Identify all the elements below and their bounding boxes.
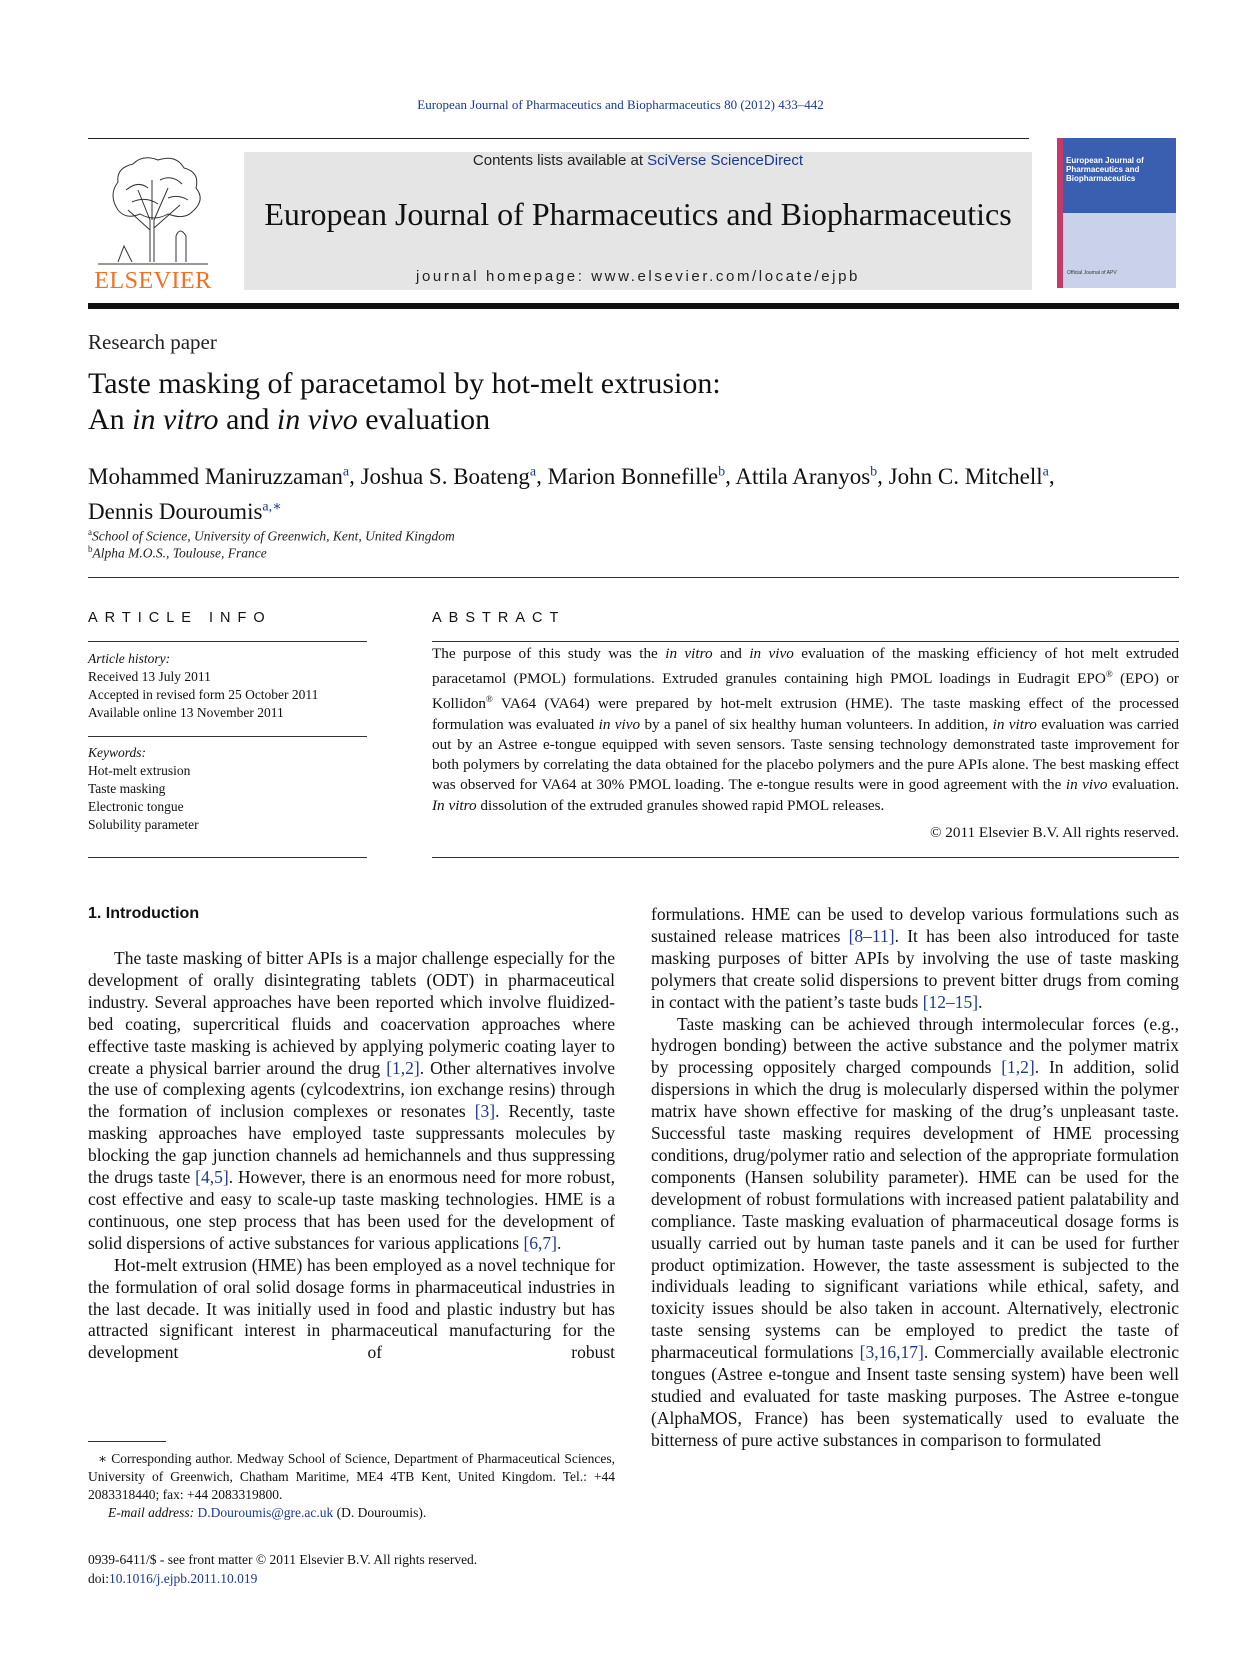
masthead-thick-rule xyxy=(88,303,1179,309)
abstract-rule xyxy=(432,641,1179,642)
body-run: The taste masking of bitter APIs is a major challenge especially for the development of orally disintegrating tablets (ODT) in pharmaceutical industry. Several approaches have been reported which involve fluidized-bed coating, supercritical fluids and coacervation approaches where effective taste masking is achieved by applying polymeric coating layer to create a physical barrier around the drug xyxy=(88,948,615,1078)
author-affiliation-mark[interactable]: a xyxy=(529,464,537,479)
keyword: Electronic tongue xyxy=(88,799,184,814)
author-name: Dennis Douroumis xyxy=(88,499,263,525)
front-matter xyxy=(88,1550,477,1588)
reference-link[interactable]: [3,16,17] xyxy=(859,1342,924,1363)
online-date: Available online 13 November 2011 xyxy=(88,705,284,720)
author-name: John C. Mitchell xyxy=(888,463,1043,489)
journal-homepage[interactable]: journal homepage: www.elsevier.com/locate/ejpb xyxy=(416,268,860,285)
email-line xyxy=(88,1504,615,1522)
affiliation-a xyxy=(88,527,455,545)
author-name: Attila Aranyos xyxy=(735,463,871,489)
body-run: . Recently, taste masking approaches have employed taste suppressants molecules by blocking the gap junction channels ad hemichannels and thus suppressing the drugs taste xyxy=(88,1101,616,1188)
title-italic: in vivo xyxy=(276,403,358,436)
abstract-run: and xyxy=(712,645,750,662)
affiliation-text: Alpha M.O.S., Toulouse, France xyxy=(92,545,267,561)
history-label: Article history: xyxy=(88,651,171,666)
abstract-text xyxy=(432,644,1179,816)
author[interactable] xyxy=(889,464,1049,489)
corresponding-author-text: ∗ Corresponding author. Medway School of Science, Department of Pharmaceutical Sciences, University of Greenwich, Chatham Maritime, ME4 4TB Kent, United Kingdom. Tel.: +44 2083318440; fax: +44 2083319800. xyxy=(88,1451,615,1502)
cover-footer: Official Journal of APV xyxy=(1067,270,1117,276)
corresponding-author-footnote xyxy=(88,1450,615,1522)
email-link[interactable]: D.Douroumis@gre.ac.uk xyxy=(197,1505,334,1520)
abstract-italic: In vitro xyxy=(432,796,477,814)
keywords-rule xyxy=(88,736,367,737)
journal-name: European Journal of Pharmaceutics and Biopharmaceutics xyxy=(264,196,1012,232)
title-text: evaluation xyxy=(357,403,491,436)
abstract-bottom-rule xyxy=(432,857,1179,858)
reference-link[interactable]: [6,7] xyxy=(523,1232,557,1253)
affiliation-mark: b xyxy=(88,544,93,554)
reference-link[interactable]: [3] xyxy=(474,1101,496,1122)
revised-date: Accepted in revised form 25 October 2011 xyxy=(88,687,319,702)
body-run: . Other alternatives involve the use of complexing agents (cylcodextrins, ion exchange resins) through the formation of inclusion complexes or resonates xyxy=(88,1057,616,1122)
elsevier-wordmark: ELSEVIER xyxy=(94,268,212,294)
email-label: E-mail address: xyxy=(108,1505,198,1520)
abstract-heading: ABSTRACT xyxy=(432,610,566,626)
section-heading-introduction: 1. Introduction xyxy=(88,905,200,922)
abstract-run: evaluation of the masking efficiency of hot melt extruded paracetamol (PMOL) formulations. Extruded granules containing high PMOL loadings in Eudragit EPO xyxy=(432,645,1180,688)
body-run: . Commercially available electronic tongues (Astree e-tongue and Insent taste sensing system) have been well studied and evaluated for taste masking purposes. The Astree e-tongue (AlphaMOS, France) has been systematically used to evaluate the bitterness of pure active substances in comparison to formulated xyxy=(651,1342,1179,1450)
body-run: . However, there is an enormous need for more robust, cost effective and easy to scale-up taste masking technologies. HME is a continuous, one step process that has been used for the development of solid dispersions of active substances for various applications xyxy=(88,1167,615,1253)
author[interactable] xyxy=(88,464,349,489)
contents-availability xyxy=(244,152,1032,169)
abstract-italic: in vitro xyxy=(665,645,713,662)
keyword: Taste masking xyxy=(88,781,166,796)
abstract-run: (EPO) or Kollidon xyxy=(432,670,1179,713)
contents-prefix: Contents lists available at xyxy=(472,152,648,169)
keyword: Solubility parameter xyxy=(88,817,199,832)
affiliation-mark: a xyxy=(88,527,92,537)
abstract-run: The purpose of this study was the xyxy=(432,645,666,662)
paragraph xyxy=(88,948,615,1255)
abstract-italic: in vitro xyxy=(992,715,1037,733)
title-line-1: Taste masking of paracetamol by hot-melt extrusion: xyxy=(88,367,721,400)
reference-link[interactable]: [8–11] xyxy=(848,925,895,946)
cover-lower-panel xyxy=(1063,213,1176,288)
keywords-block xyxy=(88,744,368,834)
author[interactable] xyxy=(735,464,877,489)
article-title xyxy=(88,366,1088,438)
doi-line xyxy=(88,1569,477,1588)
article-info-bottom-rule xyxy=(88,857,367,858)
author-affiliation-mark[interactable]: a xyxy=(342,464,350,479)
abstract-run: VA64 (VA64) were prepared by hot-melt extrusion (HME). The taste masking effect of the processed formulation was evaluated xyxy=(432,695,1179,733)
affiliation-b xyxy=(88,544,267,562)
author-separator: , xyxy=(536,463,548,489)
abstract-italic: in vivo xyxy=(598,715,641,733)
author-affiliation-mark[interactable]: b xyxy=(718,464,726,479)
abstract-run: dissolution of the extruded granules showed rapid PMOL releases. xyxy=(476,796,885,814)
abstract-run: by a panel of six healthy human volunteers. In addition, xyxy=(640,715,993,733)
title-text: An xyxy=(88,403,133,436)
author-name: Joshua S. Boateng xyxy=(360,463,530,489)
body-run: Taste masking can be achieved through intermolecular forces (e.g., hydrogen bonding) between the active substance and the polymer matrix by processing oppositely charged compounds xyxy=(651,1013,1179,1078)
sciencedirect-link[interactable]: SciVerse ScienceDirect xyxy=(647,152,804,169)
body-run: formulations. HME can be used to develop various formulations such as sustained release matrices xyxy=(651,904,1179,946)
journal-citation-link[interactable]: European Journal of Pharmaceutics and Biopharmaceutics 80 (2012) 433–442 xyxy=(417,97,824,112)
keyword: Hot-melt extrusion xyxy=(88,763,191,778)
paragraph xyxy=(651,904,1179,1014)
reference-link[interactable]: [1,2] xyxy=(386,1057,420,1078)
article-info-rule xyxy=(88,641,367,642)
affiliation-text: School of Science, University of Greenwich, Kent, United Kingdom xyxy=(92,528,455,544)
author[interactable] xyxy=(548,464,726,489)
reference-link[interactable]: [12–15] xyxy=(922,991,979,1012)
abstract-run: evaluation. xyxy=(1107,776,1180,794)
author-separator: , xyxy=(877,463,889,489)
author-list xyxy=(88,456,1188,527)
abstract-italic: in vivo xyxy=(749,645,794,662)
abstract-copyright: © 2011 Elsevier B.V. All rights reserved. xyxy=(929,824,1179,841)
author-separator: , xyxy=(1048,463,1055,489)
doi-label: doi: xyxy=(88,1571,110,1586)
received-date: Received 13 July 2011 xyxy=(88,669,211,684)
author-affiliation-mark[interactable]: a xyxy=(1042,464,1049,479)
footnote-rule xyxy=(88,1441,166,1442)
article-info-heading: ARTICLE INFO xyxy=(88,610,272,626)
body-run: . It has been also introduced for taste masking purposes of bitter APIs by involving the use of taste masking polymers that create solid dispersions to prevent bitter drugs from coming in contact with the patient’s taste buds xyxy=(651,925,1179,1012)
email-suffix: (D. Douroumis). xyxy=(333,1505,427,1520)
affiliation-rule xyxy=(88,577,1179,578)
body-run: . xyxy=(557,1232,562,1253)
author[interactable] xyxy=(88,499,282,524)
body-right-column xyxy=(651,904,1179,1452)
author-name: Marion Bonnefille xyxy=(547,463,719,489)
reference-link[interactable]: [4,5] xyxy=(195,1167,229,1188)
author-name: Mohammed Maniruzzaman xyxy=(88,463,343,489)
author-affiliation-mark[interactable]: a,∗ xyxy=(262,499,282,515)
keywords-label: Keywords: xyxy=(88,745,146,760)
header-rule xyxy=(88,138,1029,139)
article-history xyxy=(88,650,368,722)
title-line-2 xyxy=(88,402,1088,438)
issn-line: 0939-6411/$ - see front matter © 2011 Elsevier B.V. All rights reserved. xyxy=(88,1552,478,1567)
title-text: and xyxy=(218,403,277,436)
reference-link[interactable]: [1,2] xyxy=(1001,1057,1035,1078)
body-left-column xyxy=(88,948,615,1364)
abstract-run: evaluation was carried out by an Astree e-tongue equipped with seven sensors. Taste sensing technology demonstrated taste improvement for both polymers by correlating the data obtained for the placebo polymers and the pure APIs alone. The best masking effect was observed for VA64 at 30% PMOL loading. The e-tongue results were in good agreement with the xyxy=(432,715,1180,794)
registered-mark: ® xyxy=(1105,669,1113,680)
author-affiliation-mark[interactable]: b xyxy=(870,464,878,479)
title-italic: in vitro xyxy=(132,403,219,436)
cover-title: European Journal of Pharmaceutics and Biopharmaceutics xyxy=(1066,156,1144,183)
doi-link[interactable]: 10.1016/j.ejpb.2011.10.019 xyxy=(109,1571,258,1586)
author[interactable] xyxy=(361,464,537,489)
body-run: . xyxy=(978,991,983,1012)
body-run: . In addition, solid dispersions in which the drug is molecularly dispersed within the polymer matrix have shown effective for masking of the drug’s unpleasant taste. Successful taste masking requires development of HME processing conditions, drug/polymer ratio and selection of the appropriate formulation components (Hansen solubility parameter). HME can be used for the development of robust formulations with increased patient palatability and compliance. Taste masking evaluation of pharmaceutical dosage forms is usually carried out by human taste panels and it can be used for further product optimization. However, the taste assessment is subjected to the individuals leading to significant variations while ethical, safety, and toxicity issues should be also taken in account. Alternatively, electronic taste sensing systems can be employed to predict the taste of pharmaceutical formulations xyxy=(651,1057,1180,1363)
paragraph xyxy=(651,1014,1179,1452)
paragraph: Hot-melt extrusion (HME) has been employed as a novel technique for the formulation of oral solid dosage forms in pharmaceutical industries in the last decade. It was initially used in food and plastic industry but has attracted significant interest in pharmaceutical manufacturing for the development of robust xyxy=(88,1254,615,1363)
author-separator: , xyxy=(349,463,361,489)
author-separator: , xyxy=(725,463,736,489)
article-type: Research paper xyxy=(88,330,217,354)
abstract-italic: in vivo xyxy=(1065,776,1108,794)
registered-mark: ® xyxy=(486,694,493,705)
journal-cover-thumbnail xyxy=(1057,138,1176,288)
